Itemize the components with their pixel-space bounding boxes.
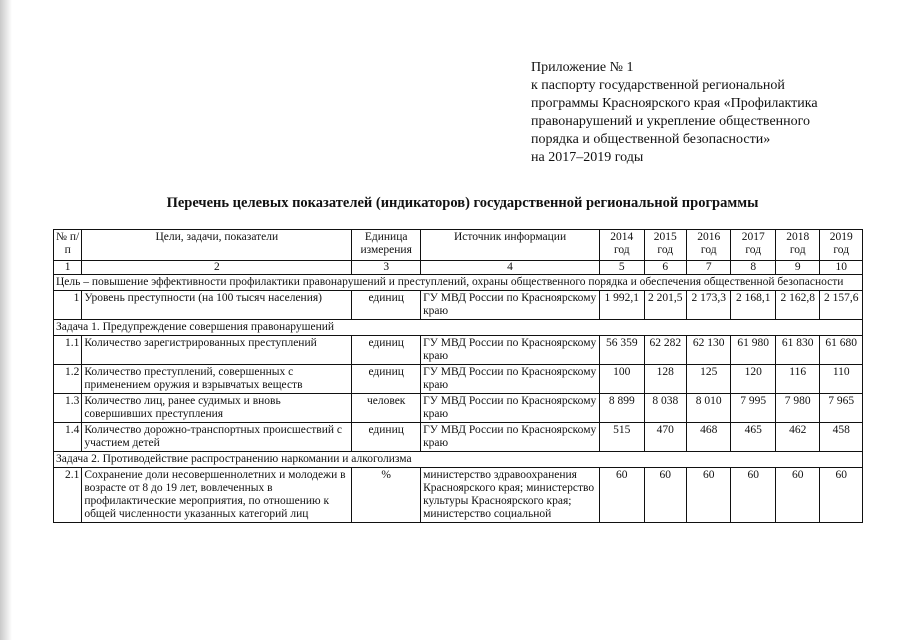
row-value: 60 [731,468,775,523]
row-value: 7 965 [820,394,863,423]
column-number: 6 [644,261,686,275]
appendix-line: Приложение № 1 [531,60,634,75]
goal-row [54,275,863,291]
row-name: Количество дорожно-транспортных происшествий с участием детей [82,423,352,452]
row-source: ГУ МВД России по Красноярскому краю [421,336,600,365]
appendix-line: программы Красноярского края «Профилактика [531,96,818,111]
header-year: 2018 год [775,230,819,261]
table-row [54,365,863,394]
task-title: Задача 1. Предупреждение совершения правонарушений [54,320,863,336]
row-value: 61 680 [820,336,863,365]
row-value: 60 [600,468,644,523]
row-value: 60 [644,468,686,523]
header-year: 2019 год [820,230,863,261]
task-row [54,452,863,468]
appendix-note [531,59,871,167]
row-name: Уровень преступности (на 100 тысяч населения) [82,291,352,320]
row-unit: человек [352,394,421,423]
row-value: 8 899 [600,394,644,423]
task-title: Задача 2. Противодействие распространению наркомании и алкоголизма [54,452,863,468]
row-value: 60 [820,468,863,523]
row-value: 61 980 [731,336,775,365]
task-row [54,320,863,336]
row-value: 60 [775,468,819,523]
header-unit: Единица измерения [352,230,421,261]
row-value: 116 [775,365,819,394]
row-value: 2 173,3 [687,291,731,320]
row-value: 8 010 [687,394,731,423]
column-number: 7 [687,261,731,275]
row-num: 1 [54,291,82,320]
row-name: Количество лиц, ранее судимых и вновь совершивших преступления [82,394,352,423]
column-number: 5 [600,261,644,275]
row-unit: единиц [352,423,421,452]
row-value: 462 [775,423,819,452]
table-row [54,336,863,365]
row-value: 515 [600,423,644,452]
row-source: ГУ МВД России по Красноярскому краю [421,394,600,423]
row-value: 2 201,5 [644,291,686,320]
row-value: 61 830 [775,336,819,365]
row-value: 110 [820,365,863,394]
column-number-row [54,261,863,275]
column-number: 4 [421,261,600,275]
column-number: 10 [820,261,863,275]
row-value: 470 [644,423,686,452]
row-num: 1.3 [54,394,82,423]
row-source: ГУ МВД России по Красноярскому краю [421,365,600,394]
row-value: 128 [644,365,686,394]
header-year: 2016 год [687,230,731,261]
table-header-row [54,230,863,261]
table-row [54,468,863,523]
row-name: Количество преступлений, совершенных с применением оружия и взрывчатых веществ [82,365,352,394]
row-value: 7 995 [731,394,775,423]
appendix-line: правонарушений и укрепление общественного [531,114,811,129]
row-num: 2.1 [54,468,82,523]
appendix-line: порядка и общественной безопасности» [531,132,771,147]
header-year: 2015 год [644,230,686,261]
document-title: Перечень целевых показателей (индикаторов) государственной региональной программы [166,195,759,211]
goal-text: Цель – повышение эффективности профилактики правонарушений и преступлений, охраны общественного порядка и обеспечения общественной безопасности [54,275,863,291]
table-row [54,291,863,320]
row-name: Количество зарегистрированных преступлений [82,336,352,365]
row-source: министерство здравоохранения Красноярского края; министерство культуры Красноярского края; министерство социальной [421,468,600,523]
column-number: 3 [352,261,421,275]
row-unit: единиц [352,291,421,320]
row-value: 120 [731,365,775,394]
row-value: 56 359 [600,336,644,365]
table-row [54,394,863,423]
indicators-table [53,229,863,523]
row-value: 468 [687,423,731,452]
table-row [54,423,863,452]
row-value: 458 [820,423,863,452]
row-value: 62 130 [687,336,731,365]
row-value: 465 [731,423,775,452]
appendix-line: к паспорту государственной региональной [531,78,785,93]
row-value: 2 168,1 [731,291,775,320]
row-name: Сохранение доли несовершеннолетних и молодежи в возрасте от 8 до 19 лет, вовлеченных в профилактические мероприятия, по отношению к общей численности указанных категорий лиц [82,468,352,523]
header-source: Источник информации [421,230,600,261]
header-year: 2017 год [731,230,775,261]
row-value: 2 162,8 [775,291,819,320]
row-value: 60 [687,468,731,523]
header-year: 2014 год [600,230,644,261]
row-value: 125 [687,365,731,394]
row-num: 1.4 [54,423,82,452]
row-source: ГУ МВД России по Красноярскому краю [421,291,600,320]
row-value: 2 157,6 [820,291,863,320]
header-num: № п/п [54,230,82,261]
row-value: 8 038 [644,394,686,423]
row-unit: % [352,468,421,523]
header-goals: Цели, задачи, показатели [82,230,352,261]
row-source: ГУ МВД России по Красноярскому краю [421,423,600,452]
row-num: 1.2 [54,365,82,394]
column-number: 8 [731,261,775,275]
row-unit: единиц [352,365,421,394]
row-unit: единиц [352,336,421,365]
column-number: 2 [82,261,352,275]
row-value: 62 282 [644,336,686,365]
row-value: 7 980 [775,394,819,423]
row-num: 1.1 [54,336,82,365]
appendix-line: на 2017–2019 годы [531,150,644,165]
column-number: 1 [54,261,82,275]
column-number: 9 [775,261,819,275]
row-value: 100 [600,365,644,394]
row-value: 1 992,1 [600,291,644,320]
scan-shadow [0,0,12,640]
